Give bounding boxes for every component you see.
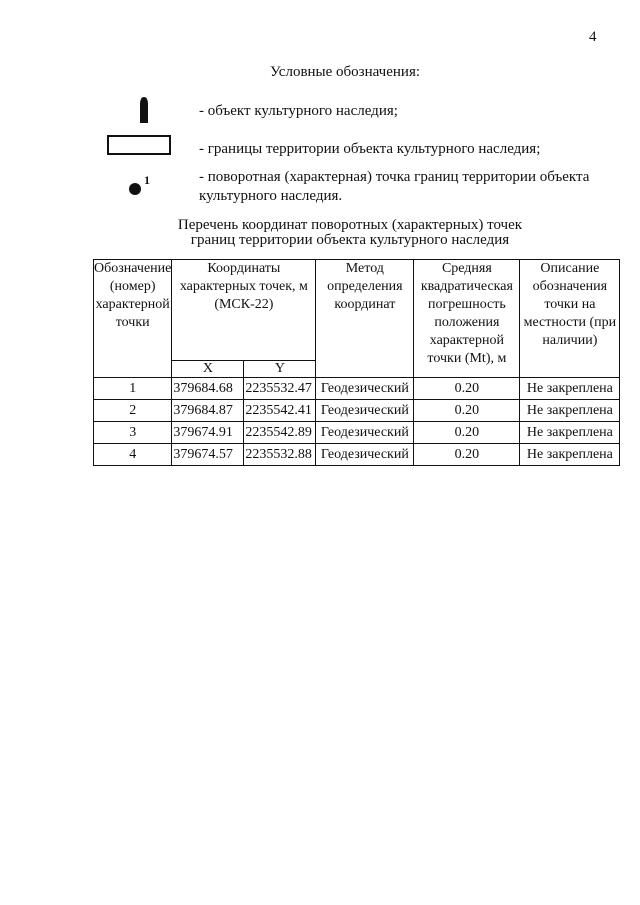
- cell-y: 2235542.41: [244, 400, 316, 422]
- cell-x: 379674.91: [172, 422, 244, 444]
- header-error: Средняя квадратическая погрешность положения характерной точки (Mt), м: [414, 260, 520, 378]
- cell-method: Геодезический: [316, 444, 414, 466]
- legend-item-turning-point: - поворотная (характерная) точка границ территории объекта культурного наследия.: [199, 169, 590, 204]
- page-number: 4: [589, 29, 597, 45]
- cell-error: 0.20: [414, 422, 520, 444]
- cell-x: 379684.68: [172, 378, 244, 400]
- legend-item-object: - объект культурного наследия;: [199, 103, 398, 119]
- cell-x: 379684.87: [172, 400, 244, 422]
- cell-description: Не закреплена: [520, 378, 620, 400]
- header-point: Обозначение (номер) характерной точки: [94, 260, 172, 378]
- cell-y: 2235542.89: [244, 422, 316, 444]
- legend-title: Условные обозначения:: [269, 64, 421, 80]
- coordinates-list-title: [94, 218, 606, 248]
- cell-method: Геодезический: [316, 400, 414, 422]
- table-row: [94, 400, 620, 422]
- legend-item-boundary: - границы территории объекта культурного наследия;: [199, 141, 541, 157]
- cell-error: 0.20: [414, 400, 520, 422]
- list-title-line1: Перечень координат поворотных (характерных) точек: [177, 217, 523, 233]
- boundary-rectangle-icon: [107, 135, 171, 155]
- cell-y: 2235532.47: [244, 378, 316, 400]
- table-row: [94, 378, 620, 400]
- turning-point-icon: [129, 183, 141, 195]
- cell-method: Геодезический: [316, 378, 414, 400]
- cell-point: 1: [94, 378, 172, 400]
- table-row: [94, 422, 620, 444]
- cell-point: 4: [94, 444, 172, 466]
- cell-point: 3: [94, 422, 172, 444]
- cell-error: 0.20: [414, 444, 520, 466]
- header-x: X: [172, 361, 244, 378]
- cell-method: Геодезический: [316, 422, 414, 444]
- header-y: Y: [244, 361, 316, 378]
- cell-description: Не закреплена: [520, 400, 620, 422]
- cell-x: 379674.57: [172, 444, 244, 466]
- cell-point: 2: [94, 400, 172, 422]
- turning-point-label: 1: [144, 173, 150, 187]
- cell-y: 2235532.88: [244, 444, 316, 466]
- header-coords: Координаты характерных точек, м (МСК-22): [172, 260, 316, 361]
- header-description: Описание обозначения точки на местности (при наличии): [520, 260, 620, 378]
- cell-error: 0.20: [414, 378, 520, 400]
- object-marker-icon: [139, 97, 149, 123]
- header-method: Метод определения координат: [316, 260, 414, 378]
- cell-description: Не закреплена: [520, 444, 620, 466]
- list-title-line2: границ территории объекта культурного наследия: [190, 232, 510, 248]
- cell-description: Не закреплена: [520, 422, 620, 444]
- coordinates-table: [93, 259, 620, 466]
- table-row: [94, 444, 620, 466]
